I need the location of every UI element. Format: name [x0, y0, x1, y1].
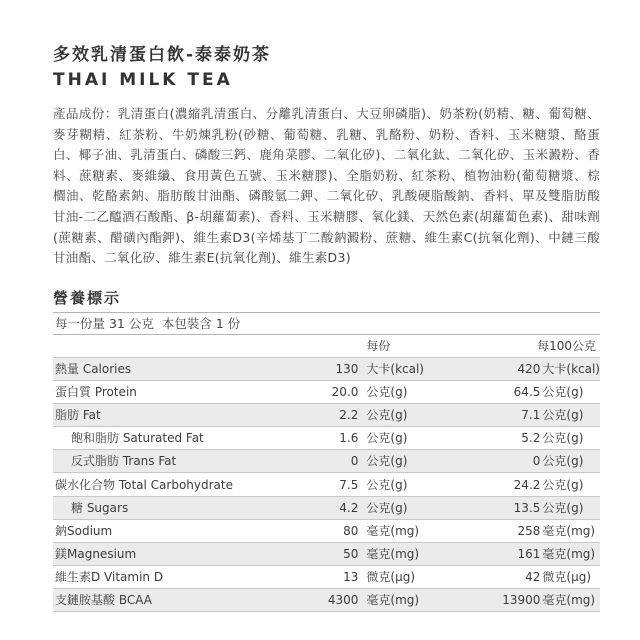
unit-per-serving: 公克(g) — [366, 450, 462, 473]
value-per-serving: 50 — [318, 542, 366, 565]
unit-per-serving: 公克(g) — [366, 381, 462, 404]
table-row — [53, 542, 600, 565]
table-row — [53, 519, 600, 542]
table-row — [53, 473, 600, 496]
unit-per-serving: 毫克(mg) — [366, 542, 462, 565]
nutrition-heading: 營養標示 — [53, 289, 122, 307]
unit-per-100g: 公克(g) — [542, 404, 600, 427]
value-per-serving: 130 — [318, 358, 366, 381]
value-per-serving: 1.6 — [318, 427, 366, 450]
nutrient-name: 脂肪 Fat — [53, 404, 318, 427]
table-row — [53, 404, 600, 427]
value-per-100g: 13.5 — [462, 496, 542, 519]
unit-per-100g: 毫克(mg) — [542, 542, 600, 565]
product-title-english: THAI MILK TEA — [53, 70, 233, 90]
value-per-100g: 64.5 — [462, 381, 542, 404]
value-per-serving: 4.2 — [318, 496, 366, 519]
value-per-100g: 7.1 — [462, 404, 542, 427]
unit-per-100g: 公克(g) — [542, 473, 600, 496]
unit-per-serving: 公克(g) — [366, 404, 462, 427]
nutrient-name: 鈉Sodium — [53, 519, 318, 542]
table-row — [53, 450, 600, 473]
value-per-100g: 5.2 — [462, 427, 542, 450]
product-title-chinese: 多效乳清蛋白飲-泰泰奶茶 — [53, 45, 272, 65]
value-per-serving: 4300 — [318, 588, 366, 611]
table-row — [53, 358, 600, 381]
value-per-100g: 258 — [462, 519, 542, 542]
per-100g-header: 每100公克 — [462, 335, 600, 358]
unit-per-100g: 公克(g) — [542, 450, 600, 473]
value-per-100g: 42 — [462, 565, 542, 588]
nutrition-table — [53, 335, 600, 612]
unit-per-100g: 微克(μg) — [542, 565, 600, 588]
value-per-serving: 0 — [318, 450, 366, 473]
nutrient-name: 支鏈胺基酸 BCAA — [53, 588, 318, 611]
unit-per-100g: 毫克(mg) — [542, 519, 600, 542]
unit-per-serving: 毫克(mg) — [366, 588, 462, 611]
serving-info — [53, 312, 600, 335]
table-row — [53, 381, 600, 404]
serving-size: 每一份量 31 公克 — [55, 316, 154, 331]
unit-per-100g: 公克(g) — [542, 496, 600, 519]
unit-per-100g: 大卡(kcal) — [542, 358, 600, 381]
nutrition-label-sheet — [53, 40, 600, 612]
value-per-serving: 20.0 — [318, 381, 366, 404]
ingredients-text: 產品成份：乳清蛋白(濃縮乳清蛋白、分離乳清蛋白、大豆卵磷脂)、奶茶粉(奶精、糖、葡萄糖、麥芽糊精、紅茶粉、牛奶煉乳粉(砂糖、葡萄糖、乳糖、乳酪粉、奶粉、香料、玉米糖漿、酪蛋白、椰子油、乳清蛋白、磷酸三鈣、鹿角菜膠、二氧化矽)、二氧化鈦、二氧化矽、玉米澱粉、香料、蔗糖素、麥維纖、食用黃色五號、玉米糖膠)、全脂奶粉、紅茶粉、植物油粉(葡萄糖漿、棕櫚油、乾酪素鈉、脂肪酸甘油酯、磷酸氫二鉀、二氧化矽、乳酸硬脂酸鈉、香料、單及雙脂肪酸甘油-二乙醯酒石酸酯、β-胡蘿蔔素)、香料、玉米糖膠、氧化鎂、天然色素(胡蘿蔔色素)、甜味劑(蔗糖素、醋磺內酯鉀)、維生素D3(辛烯基丁二酸鈉澱粉、蔗糖、維生素C(抗氧化劑)、中鏈三酸甘油酯、二氧化矽、維生素E(抗氧化劑)、維生素D3) — [53, 106, 600, 266]
unit-per-serving: 微克(μg) — [366, 565, 462, 588]
nutrient-name: 飽和脂肪 Saturated Fat — [53, 427, 318, 450]
table-row — [53, 565, 600, 588]
unit-per-serving: 大卡(kcal) — [366, 358, 462, 381]
servings-per-package: 本包裝含 1 份 — [161, 316, 241, 331]
nutrient-name: 熱量 Calories — [53, 358, 318, 381]
nutrient-name: 反式脂肪 Trans Fat — [53, 450, 318, 473]
value-per-100g: 420 — [462, 358, 542, 381]
value-per-serving: 13 — [318, 565, 366, 588]
unit-per-100g: 公克(g) — [542, 427, 600, 450]
table-row — [53, 496, 600, 519]
value-per-100g: 24.2 — [462, 473, 542, 496]
value-per-100g: 13900 — [462, 588, 542, 611]
value-per-100g: 0 — [462, 450, 542, 473]
value-per-serving: 80 — [318, 519, 366, 542]
value-per-serving: 2.2 — [318, 404, 366, 427]
table-row — [53, 588, 600, 611]
table-row — [53, 427, 600, 450]
unit-per-serving: 毫克(mg) — [366, 519, 462, 542]
unit-per-100g: 公克(g) — [542, 381, 600, 404]
nutrient-name: 糖 Sugars — [53, 496, 318, 519]
nutrient-name: 維生素D Vitamin D — [53, 565, 318, 588]
nutrient-name: 鎂Magnesium — [53, 542, 318, 565]
value-per-100g: 161 — [462, 542, 542, 565]
unit-per-serving: 公克(g) — [366, 427, 462, 450]
per-serving-header: 每份 — [366, 335, 462, 358]
value-per-serving: 7.5 — [318, 473, 366, 496]
unit-per-100g: 毫克(mg) — [542, 588, 600, 611]
nutrient-name: 蛋白質 Protein — [53, 381, 318, 404]
unit-per-serving: 公克(g) — [366, 496, 462, 519]
table-header-row — [53, 335, 600, 358]
unit-per-serving: 公克(g) — [366, 473, 462, 496]
nutrient-name: 碳水化合物 Total Carbohydrate — [53, 473, 318, 496]
